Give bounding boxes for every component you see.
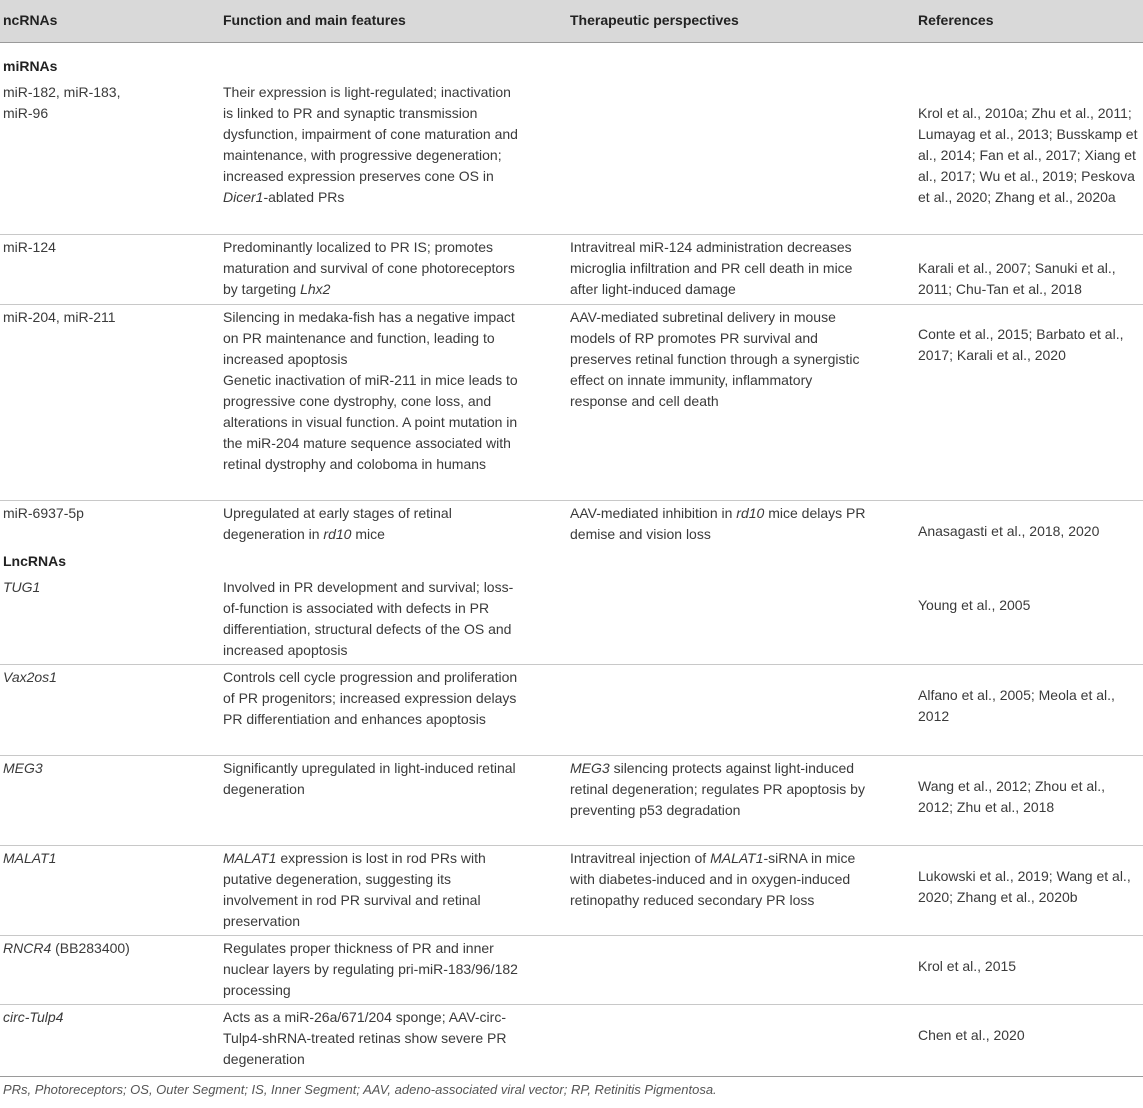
function-cell: Silencing in medaka-fish has a negative impact on PR maintenance and function, leading to increased apoptosis Genetic inactivation of miR-211 in mice leads to progressive cone dystrophy, cone loss, and alterations in visual function. A point mutation in the miR-204 mature sequence associated with retinal dystrophy and coloboma in humans [223,309,518,472]
function-cell: Significantly upregulated in light-induced retinal degeneration [223,760,516,797]
header-references: References [918,12,994,28]
references-cell: Krol et al., 2010a; Zhu et al., 2011; Lumayag et al., 2013; Busskamp et al., 2014; Fan et al., 2017; Xiang et al., 2017; Wu et al., 2019; Peskova et al., 2020; Zhang et al., 2020a [918,105,1138,205]
references-cell: Karali et al., 2007; Sanuki et al., 2011; Chu-Tan et al., 2018 [918,260,1116,297]
references-cell: Lukowski et al., 2019; Wang et al., 2020; Zhang et al., 2020b [918,868,1131,905]
references-cell: Chen et al., 2020 [918,1027,1025,1043]
ncrna-name: miR-6937-5p [3,505,84,521]
function-cell: MALAT1 expression is lost in rod PRs with putative degeneration, suggesting its involvement in rod PR survival and retinal preservation [223,850,486,929]
ncrna-name: Vax2os1 [3,669,57,685]
references-cell: Anasagasti et al., 2018, 2020 [918,523,1100,539]
row-divider [0,664,1143,665]
therapy-cell: Intravitreal injection of MALAT1-siRNA in mice with diabetes-induced and in oxygen-induced retinopathy reduced secondary PR loss [570,850,856,908]
therapy-cell: MEG3 silencing protects against light-induced retinal degeneration; regulates PR apoptosis by preventing p53 degradation [570,760,865,818]
function-cell: Predominantly localized to PR IS; promotes maturation and survival of cone photoreceptors by targeting Lhx2 [223,239,515,297]
header-ncrnas: ncRNAs [3,12,58,28]
ncrna-name: MALAT1 [3,850,57,866]
therapy-cell: Intravitreal miR-124 administration decreases microglia infiltration and PR cell death in mice after light-induced damage [570,239,853,297]
row-divider [0,500,1143,501]
row-divider [0,234,1143,235]
row-divider [0,755,1143,756]
references-cell: Wang et al., 2012; Zhou et al., 2012; Zhu et al., 2018 [918,778,1106,815]
function-cell: Upregulated at early stages of retinal degeneration in rd10 mice [223,505,452,542]
function-cell: Controls cell cycle progression and proliferation of PR progenitors; increased expression delays PR differentiation and enhances apoptosis [223,669,518,727]
references-cell: Alfano et al., 2005; Meola et al., 2012 [918,687,1115,724]
therapy-cell: AAV-mediated subretinal delivery in mouse models of RP promotes PR survival and preserves retinal function through a synergistic effect on innate immunity, inflammatory response and cell death [570,309,860,409]
ncrna-name: miR-182, miR-183, miR-96 [3,84,121,121]
ncrna-name: MEG3 [3,760,43,776]
row-divider [0,304,1143,305]
function-cell: Involved in PR development and survival; loss-of-function is associated with defects in PR differentiation, structural defects of the OS and increased apoptosis [223,579,514,658]
ncrna-name: circ-Tulp4 [3,1009,64,1025]
therapy-cell: AAV-mediated inhibition in rd10 mice delays PR demise and vision loss [570,505,866,542]
table-bottom-rule [0,1076,1143,1077]
header-function: Function and main features [223,12,406,28]
header-therapeutic: Therapeutic perspectives [570,12,739,28]
row-divider [0,1004,1143,1005]
references-cell: Conte et al., 2015; Barbato et al., 2017; Karali et al., 2020 [918,326,1124,363]
ncrna-name: RNCR4 (BB283400) [3,940,130,956]
row-divider [0,935,1143,936]
function-cell: Regulates proper thickness of PR and inner nuclear layers by regulating pri-miR-183/96/182 processing [223,940,518,998]
table-footnote: PRs, Photoreceptors; OS, Outer Segment; IS, Inner Segment; AAV, adeno-associated viral vector; RP, Retinitis Pigmentosa. [3,1082,717,1097]
function-cell: Their expression is light-regulated; inactivation is linked to PR and synaptic transmission dysfunction, impairment of cone maturation and maintenance, with progressive degeneration; increased expression preserves cone OS in Dicer1-ablated PRs [223,84,518,205]
ncrna-name: TUG1 [3,579,41,595]
references-cell: Young et al., 2005 [918,597,1031,613]
function-cell: Acts as a miR-26a/671/204 sponge; AAV-circ-Tulp4-shRNA-treated retinas show severe PR degeneration [223,1009,507,1067]
section-mirnas: miRNAs [3,58,58,74]
ncrna-name: miR-124 [3,239,56,255]
section-lncrnas: LncRNAs [3,553,67,569]
ncrna-name: miR-204, miR-211 [3,309,116,325]
references-cell: Krol et al., 2015 [918,958,1017,974]
row-divider [0,845,1143,846]
table-header [0,0,1143,43]
